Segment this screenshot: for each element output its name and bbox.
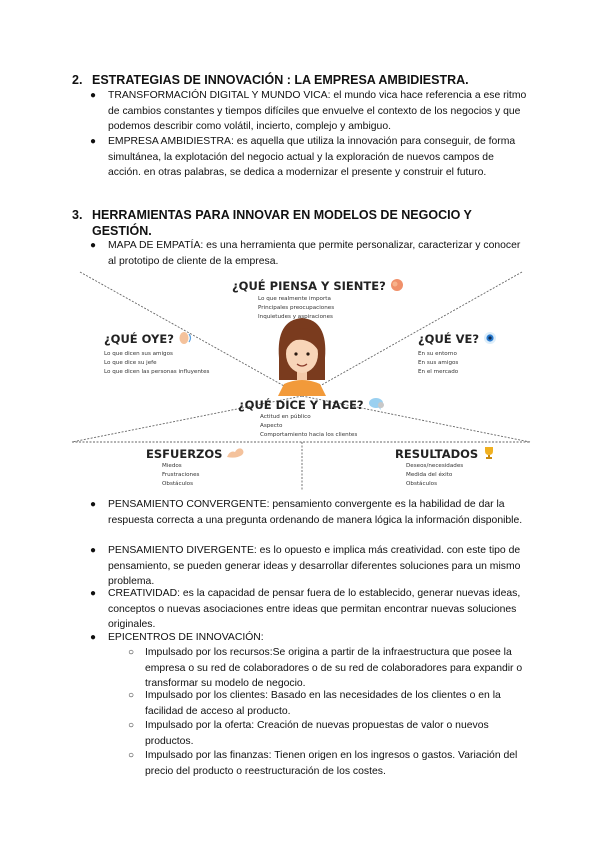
ve-item-0: En su entorno: [418, 351, 457, 357]
piensa-item-2: Inquietudes y aspiraciones: [258, 314, 333, 320]
esfuerzos-item-2: Obstáculos: [162, 481, 194, 487]
speech-bubble-icon: [368, 397, 386, 414]
esfuerzos-item-0: Miedos: [162, 463, 182, 469]
resultados-item-0: Deseos/necesidades: [406, 463, 464, 469]
piensa-title: [232, 278, 404, 295]
bullet-text: EMPRESA AMBIDIESTRA: es aquella que utiliza la innovación para conseguir, de forma simultánea, la explotación del negocio actual y la exploración de nuevos campos de acción. en otras palabras, se dedica a modernizar el presente y construir el futuro.: [108, 136, 516, 178]
sub-list-item: [128, 718, 525, 749]
customer-avatar-icon: [278, 318, 326, 396]
bullet-text: MAPA DE EMPATÍA: es una herramienta que permite personalizar, caracterizar y conocer al prototipo de cliente de la empresa.: [108, 240, 521, 267]
eye-icon: [483, 331, 497, 348]
list-item: [90, 88, 528, 135]
section-2-number: 2.: [72, 73, 83, 87]
oye-item-1: Lo que dice su jefe: [104, 360, 157, 366]
circle-bullet-icon: ○: [128, 690, 135, 701]
section-3-number: 3.: [72, 208, 83, 222]
ve-item-1: En sus amigos: [418, 360, 459, 366]
section-2-heading: [72, 72, 469, 88]
piensa-item-1: Principales preocupaciones: [258, 305, 335, 311]
ve-title-text: ¿QUÉ VE?: [418, 332, 480, 346]
list-item: [90, 134, 528, 181]
bullet-text: PENSAMIENTO CONVERGENTE: pensamiento convergente es la habilidad de dar la respuesta correcta a una pregunta ordenando de manera lógica la información disponible.: [108, 499, 523, 526]
section-3-heading: [72, 207, 512, 239]
sub-bullet-text: Impulsado por las finanzas: Tienen origen en los ingresos o gastos. Variación del precio del producto o reestructuración de los costes.: [145, 750, 518, 777]
bullet-icon: ●: [90, 240, 97, 251]
ve-item-2: En el mercado: [418, 369, 459, 375]
bullet-text: EPICENTROS DE INNOVACIÓN:: [108, 632, 264, 643]
circle-bullet-icon: ○: [128, 720, 135, 731]
dice-title-text: ¿QUÉ DICE Y HACE?: [238, 398, 364, 412]
section-2-title: ESTRATEGIAS DE INNOVACIÓN : LA EMPRESA AMBIDIESTRA.: [92, 73, 469, 87]
circle-bullet-icon: ○: [128, 647, 135, 658]
resultados-title: [395, 446, 496, 463]
bullet-icon: ●: [90, 136, 97, 147]
empathy-map: [0, 268, 600, 492]
esfuerzos-item-1: Frustraciones: [162, 472, 200, 478]
dice-item-1: Aspecto: [260, 423, 283, 429]
section-3-title: HERRAMIENTAS PARA INNOVAR EN MODELOS DE NEGOCIO Y GESTIÓN.: [92, 208, 472, 238]
ear-icon: [178, 331, 194, 348]
flexed-arm-icon: [226, 446, 246, 463]
dice-title: [238, 397, 386, 414]
sub-bullet-text: Impulsado por los recursos:Se origina a partir de la infraestructura que posee la empresa o su red de colaboradores o de su red de colaboradores para expandir o transformar su modelo de negocio.: [145, 647, 523, 689]
oye-title-text: ¿QUÉ OYE?: [104, 332, 174, 346]
resultados-item-2: Obstáculos: [406, 481, 438, 487]
list-item: [90, 238, 528, 269]
dice-item-2: Comportamiento hacia los clientes: [260, 432, 358, 438]
trophy-icon: [482, 446, 496, 463]
bullet-icon: ●: [90, 632, 97, 643]
oye-item-0: Lo que dicen sus amigos: [104, 351, 173, 357]
oye-item-2: Lo que dicen las personas influyentes: [104, 369, 210, 375]
bullet-icon: ●: [90, 545, 97, 556]
bullet-icon: ●: [90, 90, 97, 101]
list-item: [90, 497, 528, 528]
brain-icon: [390, 278, 404, 295]
esfuerzos-title-text: ESFUERZOS: [146, 447, 223, 461]
resultados-item-1: Medida del éxito: [406, 472, 453, 478]
bullet-icon: ●: [90, 499, 97, 510]
bullet-icon: ●: [90, 588, 97, 599]
sub-list-item: [128, 688, 525, 719]
esfuerzos-title: [146, 446, 246, 463]
list-item: [90, 630, 528, 646]
sub-bullet-text: Impulsado por los clientes: Basado en las necesidades de los clientes o en la facilidad de acceso al producto.: [145, 690, 501, 717]
piensa-title-text: ¿QUÉ PIENSA Y SIENTE?: [232, 279, 386, 293]
sub-bullet-text: Impulsado por la oferta: Creación de nuevas propuestas de valor o nuevos productos.: [145, 720, 489, 747]
resultados-title-text: RESULTADOS: [395, 447, 479, 461]
list-item: [90, 543, 528, 590]
circle-bullet-icon: ○: [128, 750, 135, 761]
dice-item-0: Actitud en público: [260, 414, 311, 420]
oye-title: [104, 331, 194, 348]
bullet-text: PENSAMIENTO DIVERGENTE: es lo opuesto e implica más creatividad. con este tipo de pensamiento, se pueden generar ideas y desarrollar diferentes soluciones para un mismo problema.: [108, 545, 521, 587]
piensa-item-0: Lo que realmente importa: [258, 296, 331, 302]
bullet-text: TRANSFORMACIÓN DIGITAL Y MUNDO VICA: el mundo vica hace referencia a ese ritmo de cambios constantes y tiempos difíciles que envuelve el contexto de los negocios y que podemos describir como volátil, incierto, complejo y ambiguo.: [108, 90, 527, 132]
ve-title: [418, 331, 497, 348]
sub-list-item: [128, 645, 525, 692]
list-item: [90, 586, 528, 633]
sub-list-item: [128, 748, 525, 779]
bullet-text: CREATIVIDAD: es la capacidad de pensar fuera de lo establecido, generar nuevas ideas, conceptos o nuevas asociaciones entre ideas que permitan encontrar nuevas soluciones originales.: [108, 588, 521, 630]
